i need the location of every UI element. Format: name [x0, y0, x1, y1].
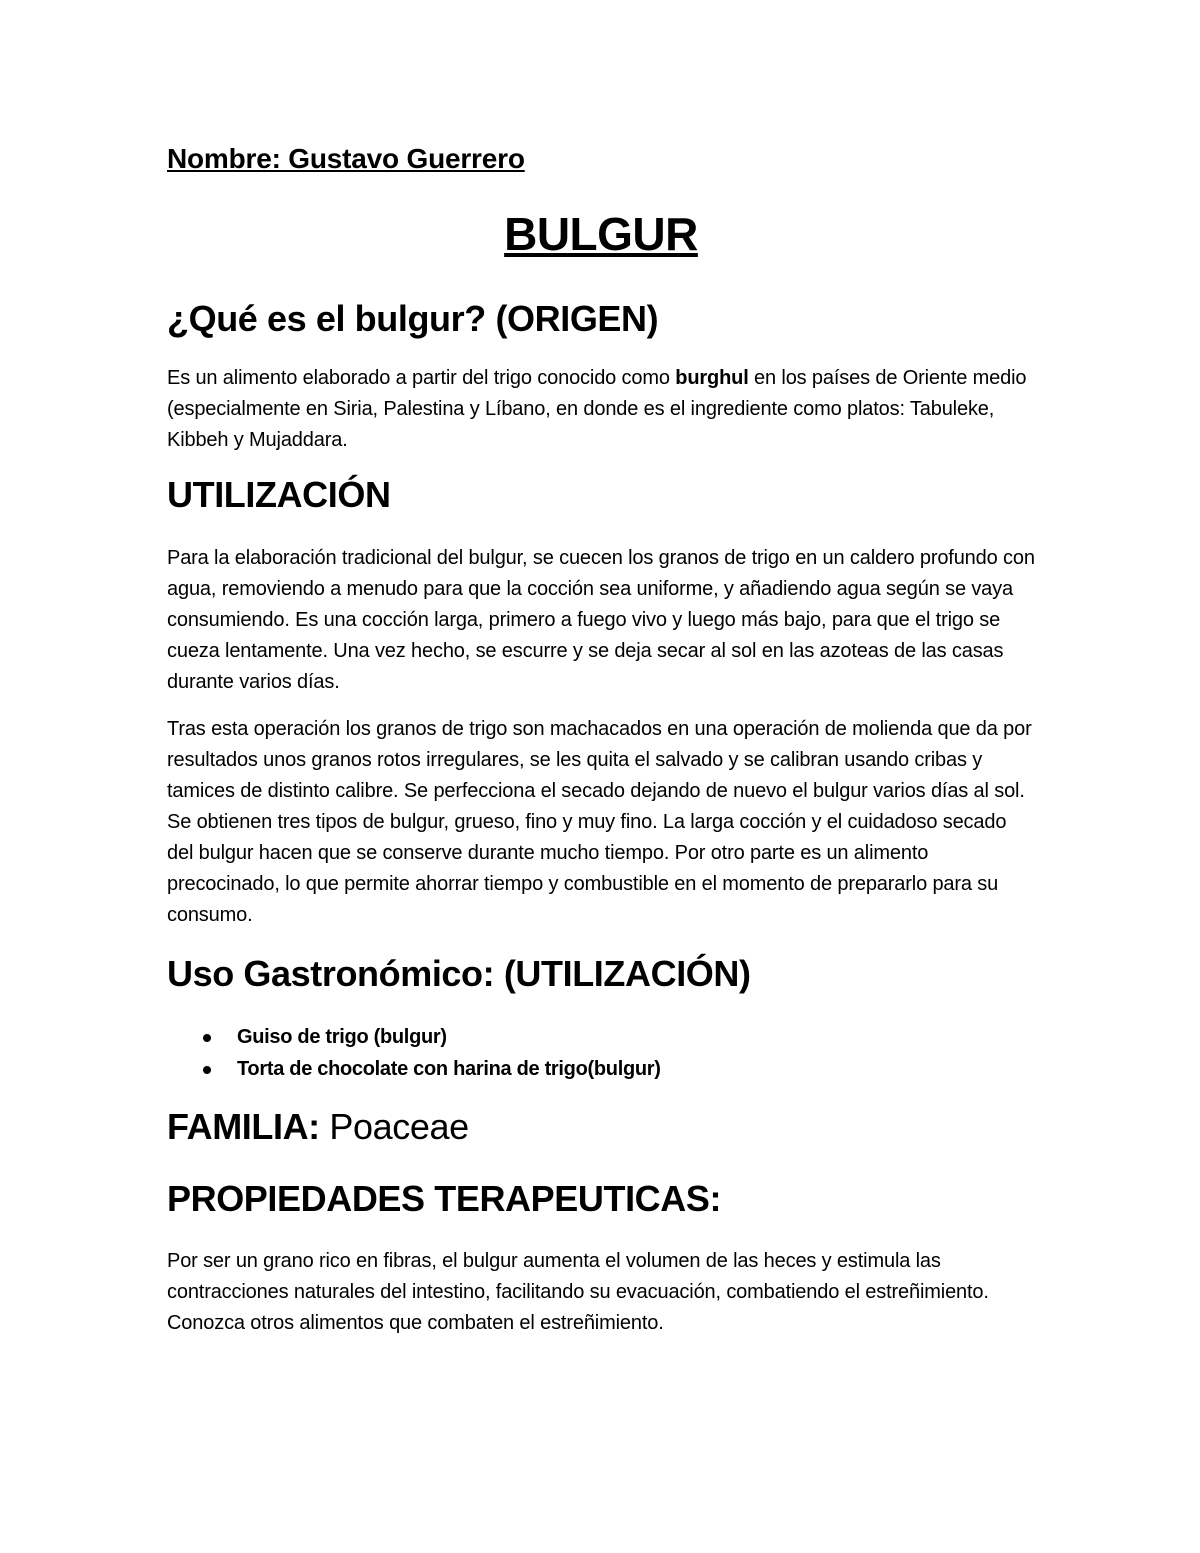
list-item [167, 1053, 1037, 1085]
list-item [167, 1021, 1037, 1053]
origin-bold-term: burghul [675, 367, 749, 389]
origin-text-before: Es un alimento elaborado a partir del trigo conocido como [167, 367, 676, 389]
family-label: FAMILIA: [167, 1106, 320, 1147]
origin-paragraph [167, 363, 1037, 456]
properties-paragraph: Por ser un grano rico en fibras, el bulgur aumenta el volumen de las heces y estimula las contracciones naturales del intestino, facilitando su evacuación, combatiendo el estreñimiento. Conozca otros alimentos que combaten el estreñimiento. [167, 1250, 989, 1334]
list-item-text: Torta de chocolate con harina de trigo(bulgur) [237, 1058, 661, 1080]
utilization-paragraph-2: Tras esta operación los granos de trigo son machacados en una operación de molienda que da por resultados unos granos rotos irregulares, se les quita el salvado y se calibran usando cribas y tamices de distinto calibre. Se perfecciona el secado dejando de nuevo el bulgur varios días al sol. Se obtienen tres tipos de bulgur, grueso, fino y muy fino. La larga cocción y el cuidadoso secado del bulgur hacen que se conserve durante mucho tiempo. Por otro parte es un alimento precocinado, lo que permite ahorrar tiempo y combustible en el momento de prepararlo para su consumo. [167, 718, 1032, 926]
family-heading [167, 1106, 469, 1148]
bullet-dot-icon [203, 1034, 211, 1042]
origin-heading: ¿Qué es el bulgur? (ORIGEN) [167, 298, 659, 339]
bullet-dot-icon [203, 1066, 211, 1074]
gastronomic-list [167, 1021, 1037, 1085]
document-title: BULGUR [504, 208, 698, 260]
properties-heading: PROPIEDADES TERAPEUTICAS: [167, 1178, 722, 1219]
gastronomic-heading: Uso Gastronómico: (UTILIZACIÓN) [167, 953, 751, 994]
author-name-line: Nombre: Gustavo Guerrero [167, 143, 525, 174]
family-value: Poaceae [329, 1106, 469, 1147]
utilization-paragraph-1: Para la elaboración tradicional del bulgur, se cuecen los granos de trigo en un caldero profundo con agua, removiendo a menudo para que la cocción sea uniforme, y añadiendo agua según se vaya consumiendo. Es una cocción larga, primero a fuego vivo y luego más bajo, para que el trigo se cueza lentamente. Una vez hecho, se escurre y se deja secar al sol en las azoteas de las casas durante varios días. [167, 547, 1035, 693]
origin-text-after: en los países de Oriente medio (especialmente en Siria, Palestina y Líbano, en donde es el ingrediente como platos: Tabuleke, Kibbeh y Mujaddara. [167, 367, 1027, 451]
utilization-heading: UTILIZACIÓN [167, 474, 391, 515]
list-item-text: Guiso de trigo (bulgur) [237, 1026, 447, 1048]
